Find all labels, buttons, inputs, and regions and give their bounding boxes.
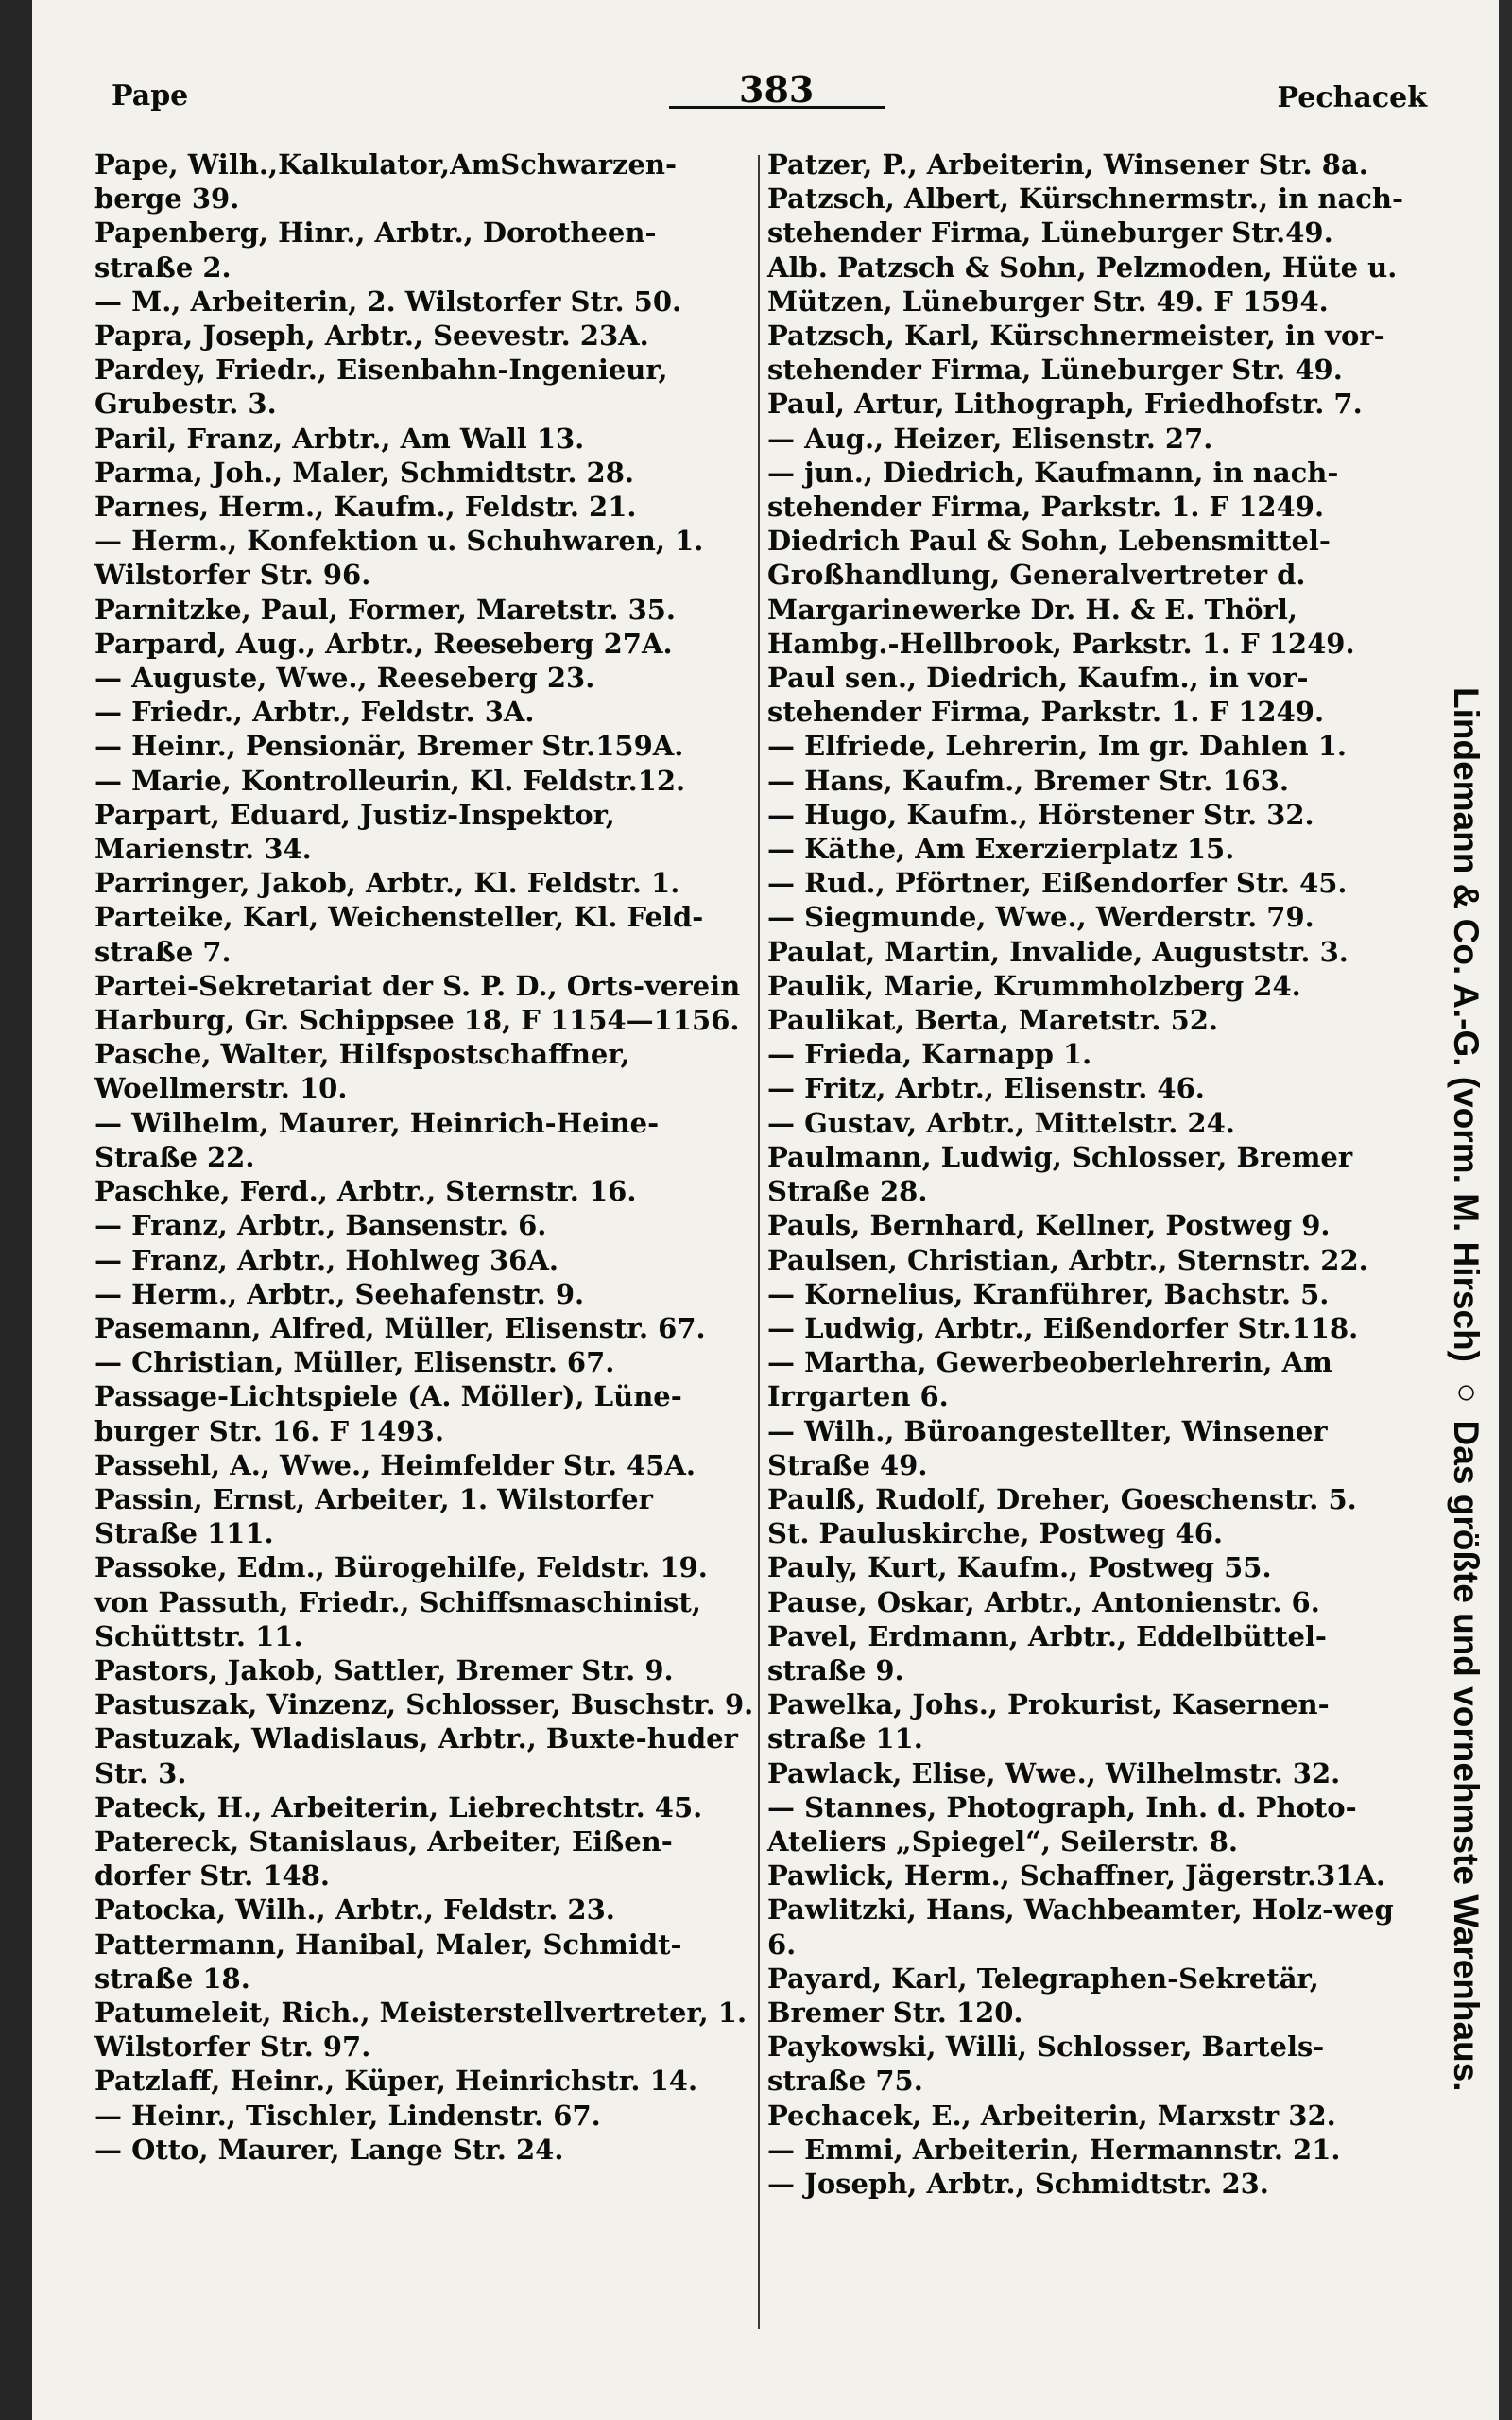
directory-entry: — Heinr., Tischler, Lindenstr. 67.: [94, 2099, 601, 2132]
directory-entry: — Franz, Arbtr., Bansenstr. 6.: [94, 1209, 547, 1242]
directory-entry: — Gustav, Arbtr., Mittelstr. 24.: [767, 1106, 1235, 1139]
directory-entry: — Frieda, Karnapp 1.: [767, 1038, 1092, 1071]
right-column: [767, 147, 1416, 2201]
directory-entry: Paulß, Rudolf, Dreher, Goeschenstr. 5.: [767, 1482, 1357, 1515]
directory-entry: Patzsch, Albert, Kürschnermstr., in nach-stehender Firma, Lüneburger Str.49.: [767, 182, 1404, 250]
directory-entry: Pastuzak, Wladislaus, Arbtr., Buxte-huder Str. 3.: [94, 1722, 738, 1789]
directory-entry: — Marie, Kontrolleurin, Kl. Feldstr.12.: [94, 764, 686, 797]
directory-entry: — Martha, Gewerbeoberlehrerin, Am Irrgarten 6.: [767, 1346, 1332, 1413]
directory-entry: — Auguste, Wwe., Reeseberg 23.: [94, 662, 595, 695]
directory-entry: Paul sen., Diedrich, Kaufm., in vor-stehender Firma, Parkstr. 1. F 1249.: [767, 662, 1325, 729]
directory-entry: — Otto, Maurer, Lange Str. 24.: [94, 2133, 564, 2166]
directory-entry: — Kornelius, Kranführer, Bachstr. 5.: [767, 1277, 1330, 1310]
directory-entry: Paschke, Ferd., Arbtr., Sternstr. 16.: [94, 1175, 637, 1208]
directory-entry: Paulat, Martin, Invalide, Auguststr. 3.: [767, 935, 1349, 968]
directory-entry: Pause, Oskar, Arbtr., Antonienstr. 6.: [767, 1585, 1320, 1618]
directory-entry: — Emmi, Arbeiterin, Hermannstr. 21.: [767, 2133, 1341, 2166]
directory-entry: — Herm., Konfektion u. Schuhwaren, 1. Wilstorfer Str. 96.: [94, 525, 704, 592]
directory-entry: Pawlack, Elise, Wwe., Wilhelmstr. 32.: [767, 1756, 1341, 1789]
directory-entry: Parringer, Jakob, Arbtr., Kl. Feldstr. 1.: [94, 867, 680, 900]
directory-entry: — Siegmunde, Wwe., Werderstr. 79.: [767, 901, 1314, 934]
directory-entry: Pauly, Kurt, Kaufm., Postweg 55.: [767, 1551, 1272, 1584]
directory-entry: St. Pauluskirche, Postweg 46.: [767, 1517, 1223, 1550]
directory-entry: Patzer, P., Arbeiterin, Winsener Str. 8a.: [767, 148, 1368, 181]
directory-entry: Diedrich Paul & Sohn, Lebensmittel-Großhandlung, Generalvertreter d. Margarinewerke Dr. H. & E. Thörl, Hambg.-Hellbrook, Parkstr. 1. F 1249.: [767, 525, 1355, 660]
directory-entry: Passehl, A., Wwe., Heimfelder Str. 45A.: [94, 1448, 696, 1481]
directory-entry: — Rud., Pförtner, Eißendorfer Str. 45.: [767, 867, 1348, 900]
directory-entry: Passage-Lichtspiele (A. Möller), Lüne-burger Str. 16. F 1493.: [94, 1380, 682, 1447]
directory-entry: — Hans, Kaufm., Bremer Str. 163.: [767, 764, 1289, 797]
directory-entry: Paulikat, Berta, Maretstr. 52.: [767, 1004, 1219, 1037]
header-right-guide-word: Pechacek: [1277, 81, 1427, 114]
directory-entry: Pawlitzki, Hans, Wachbeamter, Holz-weg 6.: [767, 1893, 1394, 1961]
page-edge-right: [1499, 0, 1512, 2420]
directory-entry: Parma, Joh., Maler, Schmidtstr. 28.: [94, 456, 634, 489]
header-rule: [669, 106, 885, 109]
page-header: [104, 68, 1427, 130]
directory-entry: — Stannes, Photograph, Inh. d. Photo-Ateliers „Spiegel“, Seilerstr. 8.: [767, 1790, 1357, 1858]
left-column: [94, 147, 754, 2167]
directory-entry: Payard, Karl, Telegraphen-Sekretär, Bremer Str. 120.: [767, 1962, 1319, 2029]
directory-entry: Pateck, H., Arbeiterin, Liebrechtstr. 45.: [94, 1790, 703, 1824]
directory-entry: — Hugo, Kaufm., Hörstener Str. 32.: [767, 798, 1314, 831]
directory-entry: Pattermann, Hanibal, Maler, Schmidt-straße 18.: [94, 1927, 682, 1995]
column-divider: [758, 155, 760, 2329]
directory-entry: Patzlaff, Heinr., Küper, Heinrichstr. 14.: [94, 2065, 698, 2098]
side-advertisement-text: Lindemann & Co. A.-G. (vorm. M. Hirsch) ○ Das größte und vornehmste Warenhaus.: [1447, 687, 1486, 2092]
page-number: 383: [739, 68, 815, 111]
directory-entry: — Fritz, Arbtr., Elisenstr. 46.: [767, 1072, 1205, 1105]
directory-entry: Pastors, Jakob, Sattler, Bremer Str. 9.: [94, 1653, 674, 1686]
directory-entry: Pavel, Erdmann, Arbtr., Eddelbüttel-straße 9.: [767, 1619, 1327, 1686]
directory-entry: Parpard, Aug., Arbtr., Reeseberg 27A.: [94, 627, 673, 660]
directory-entry: Pauls, Bernhard, Kellner, Postweg 9.: [767, 1209, 1331, 1242]
directory-entry: Pawlick, Herm., Schaffner, Jägerstr.31A.: [767, 1859, 1385, 1893]
directory-entry: — Wilhelm, Maurer, Heinrich-Heine-Straße 22.: [94, 1106, 660, 1173]
page-edge-left: [0, 0, 32, 2420]
directory-entry: Passin, Ernst, Arbeiter, 1. Wilstorfer Straße 111.: [94, 1482, 653, 1550]
directory-entry: — Käthe, Am Exerzierplatz 15.: [767, 833, 1235, 866]
directory-entry: — Herm., Arbtr., Seehafenstr. 9.: [94, 1277, 585, 1310]
directory-entry: Paulmann, Ludwig, Schlosser, Bremer Straße 28.: [767, 1140, 1353, 1208]
directory-entry: — jun., Diedrich, Kaufmann, in nach-stehender Firma, Parkstr. 1. F 1249.: [767, 456, 1339, 524]
directory-entry: Parpart, Eduard, Justiz-Inspektor, Marienstr. 34.: [94, 798, 615, 866]
directory-entry: Pardey, Friedr., Eisenbahn-Ingenieur, Grubestr. 3.: [94, 354, 668, 421]
directory-entry: Papenberg, Hinr., Arbtr., Dorotheen-straße 2.: [94, 216, 657, 284]
directory-entry: — Ludwig, Arbtr., Eißendorfer Str.118.: [767, 1311, 1359, 1344]
directory-entry: Alb. Patzsch & Sohn, Pelzmoden, Hüte u. Mützen, Lüneburger Str. 49. F 1594.: [767, 251, 1398, 318]
directory-entry: Pawelka, Johs., Prokurist, Kasernen-straße 11.: [767, 1688, 1330, 1755]
directory-entry: — Friedr., Arbtr., Feldstr. 3A.: [94, 696, 535, 729]
directory-entry: Pasche, Walter, Hilfspostschaffner, Woellmerstr. 10.: [94, 1038, 630, 1105]
side-advertisement: [1435, 492, 1497, 2288]
directory-entry: von Passuth, Friedr., Schiffsmaschinist, Schüttstr. 11.: [94, 1585, 701, 1652]
directory-entry: Patumeleit, Rich., Meisterstellvertreter, 1. Wilstorfer Str. 97.: [94, 1996, 747, 2064]
directory-entry: — Aug., Heizer, Elisenstr. 27.: [767, 422, 1213, 455]
directory-entry: Patzsch, Karl, Kürschnermeister, in vor-stehender Firma, Lüneburger Str. 49.: [767, 320, 1385, 387]
directory-entry: Parteike, Karl, Weichensteller, Kl. Feld-straße 7.: [94, 901, 704, 968]
directory-entry: Parnes, Herm., Kaufm., Feldstr. 21.: [94, 491, 637, 524]
directory-entry: Parnitzke, Paul, Former, Maretstr. 35.: [94, 593, 677, 626]
directory-entry: Paul, Artur, Lithograph, Friedhofstr. 7.: [767, 388, 1363, 421]
directory-entry: — Wilh., Büroangestellter, Winsener Straße 49.: [767, 1414, 1328, 1481]
directory-entry: Paulik, Marie, Krummholzberg 24.: [767, 969, 1301, 1002]
directory-entry: Partei-Sekretariat der S. P. D., Orts-verein Harburg, Gr. Schippsee 18, F 1154—1156.: [94, 969, 741, 1037]
directory-entry: — Heinr., Pensionär, Bremer Str.159A.: [94, 730, 684, 763]
directory-entry: Pastuszak, Vinzenz, Schlosser, Buschstr. 9.: [94, 1688, 754, 1721]
directory-entry: — M., Arbeiterin, 2. Wilstorfer Str. 50.: [94, 285, 682, 318]
directory-entry: Patocka, Wilh., Arbtr., Feldstr. 23.: [94, 1893, 615, 1927]
directory-entry: — Elfriede, Lehrerin, Im gr. Dahlen 1.: [767, 730, 1347, 763]
directory-entry: Pasemann, Alfred, Müller, Elisenstr. 67.: [94, 1311, 706, 1344]
header-left-guide-word: Pape: [112, 79, 189, 112]
directory-entry: Passoke, Edm., Bürogehilfe, Feldstr. 19.: [94, 1551, 708, 1584]
directory-entry: Papra, Joseph, Arbtr., Seevestr. 23A.: [94, 320, 649, 353]
directory-entry: Pape, Wilh.,Kalkulator,AmSchwarzen-berge 39.: [94, 148, 678, 216]
directory-entry: — Joseph, Arbtr., Schmidtstr. 23.: [767, 2167, 1269, 2200]
directory-entry: Paykowski, Willi, Schlosser, Bartels-straße 75.: [767, 2031, 1325, 2098]
directory-entry: Pechacek, E., Arbeiterin, Marxstr 32.: [767, 2099, 1336, 2132]
directory-entry: — Franz, Arbtr., Hohlweg 36A.: [94, 1243, 558, 1276]
directory-entry: Paulsen, Christian, Arbtr., Sternstr. 22.: [767, 1243, 1368, 1276]
directory-entry: Patereck, Stanislaus, Arbeiter, Eißen-dorfer Str. 148.: [94, 1824, 673, 1893]
directory-entry: Paril, Franz, Arbtr., Am Wall 13.: [94, 422, 585, 455]
directory-entry: — Christian, Müller, Elisenstr. 67.: [94, 1346, 615, 1379]
